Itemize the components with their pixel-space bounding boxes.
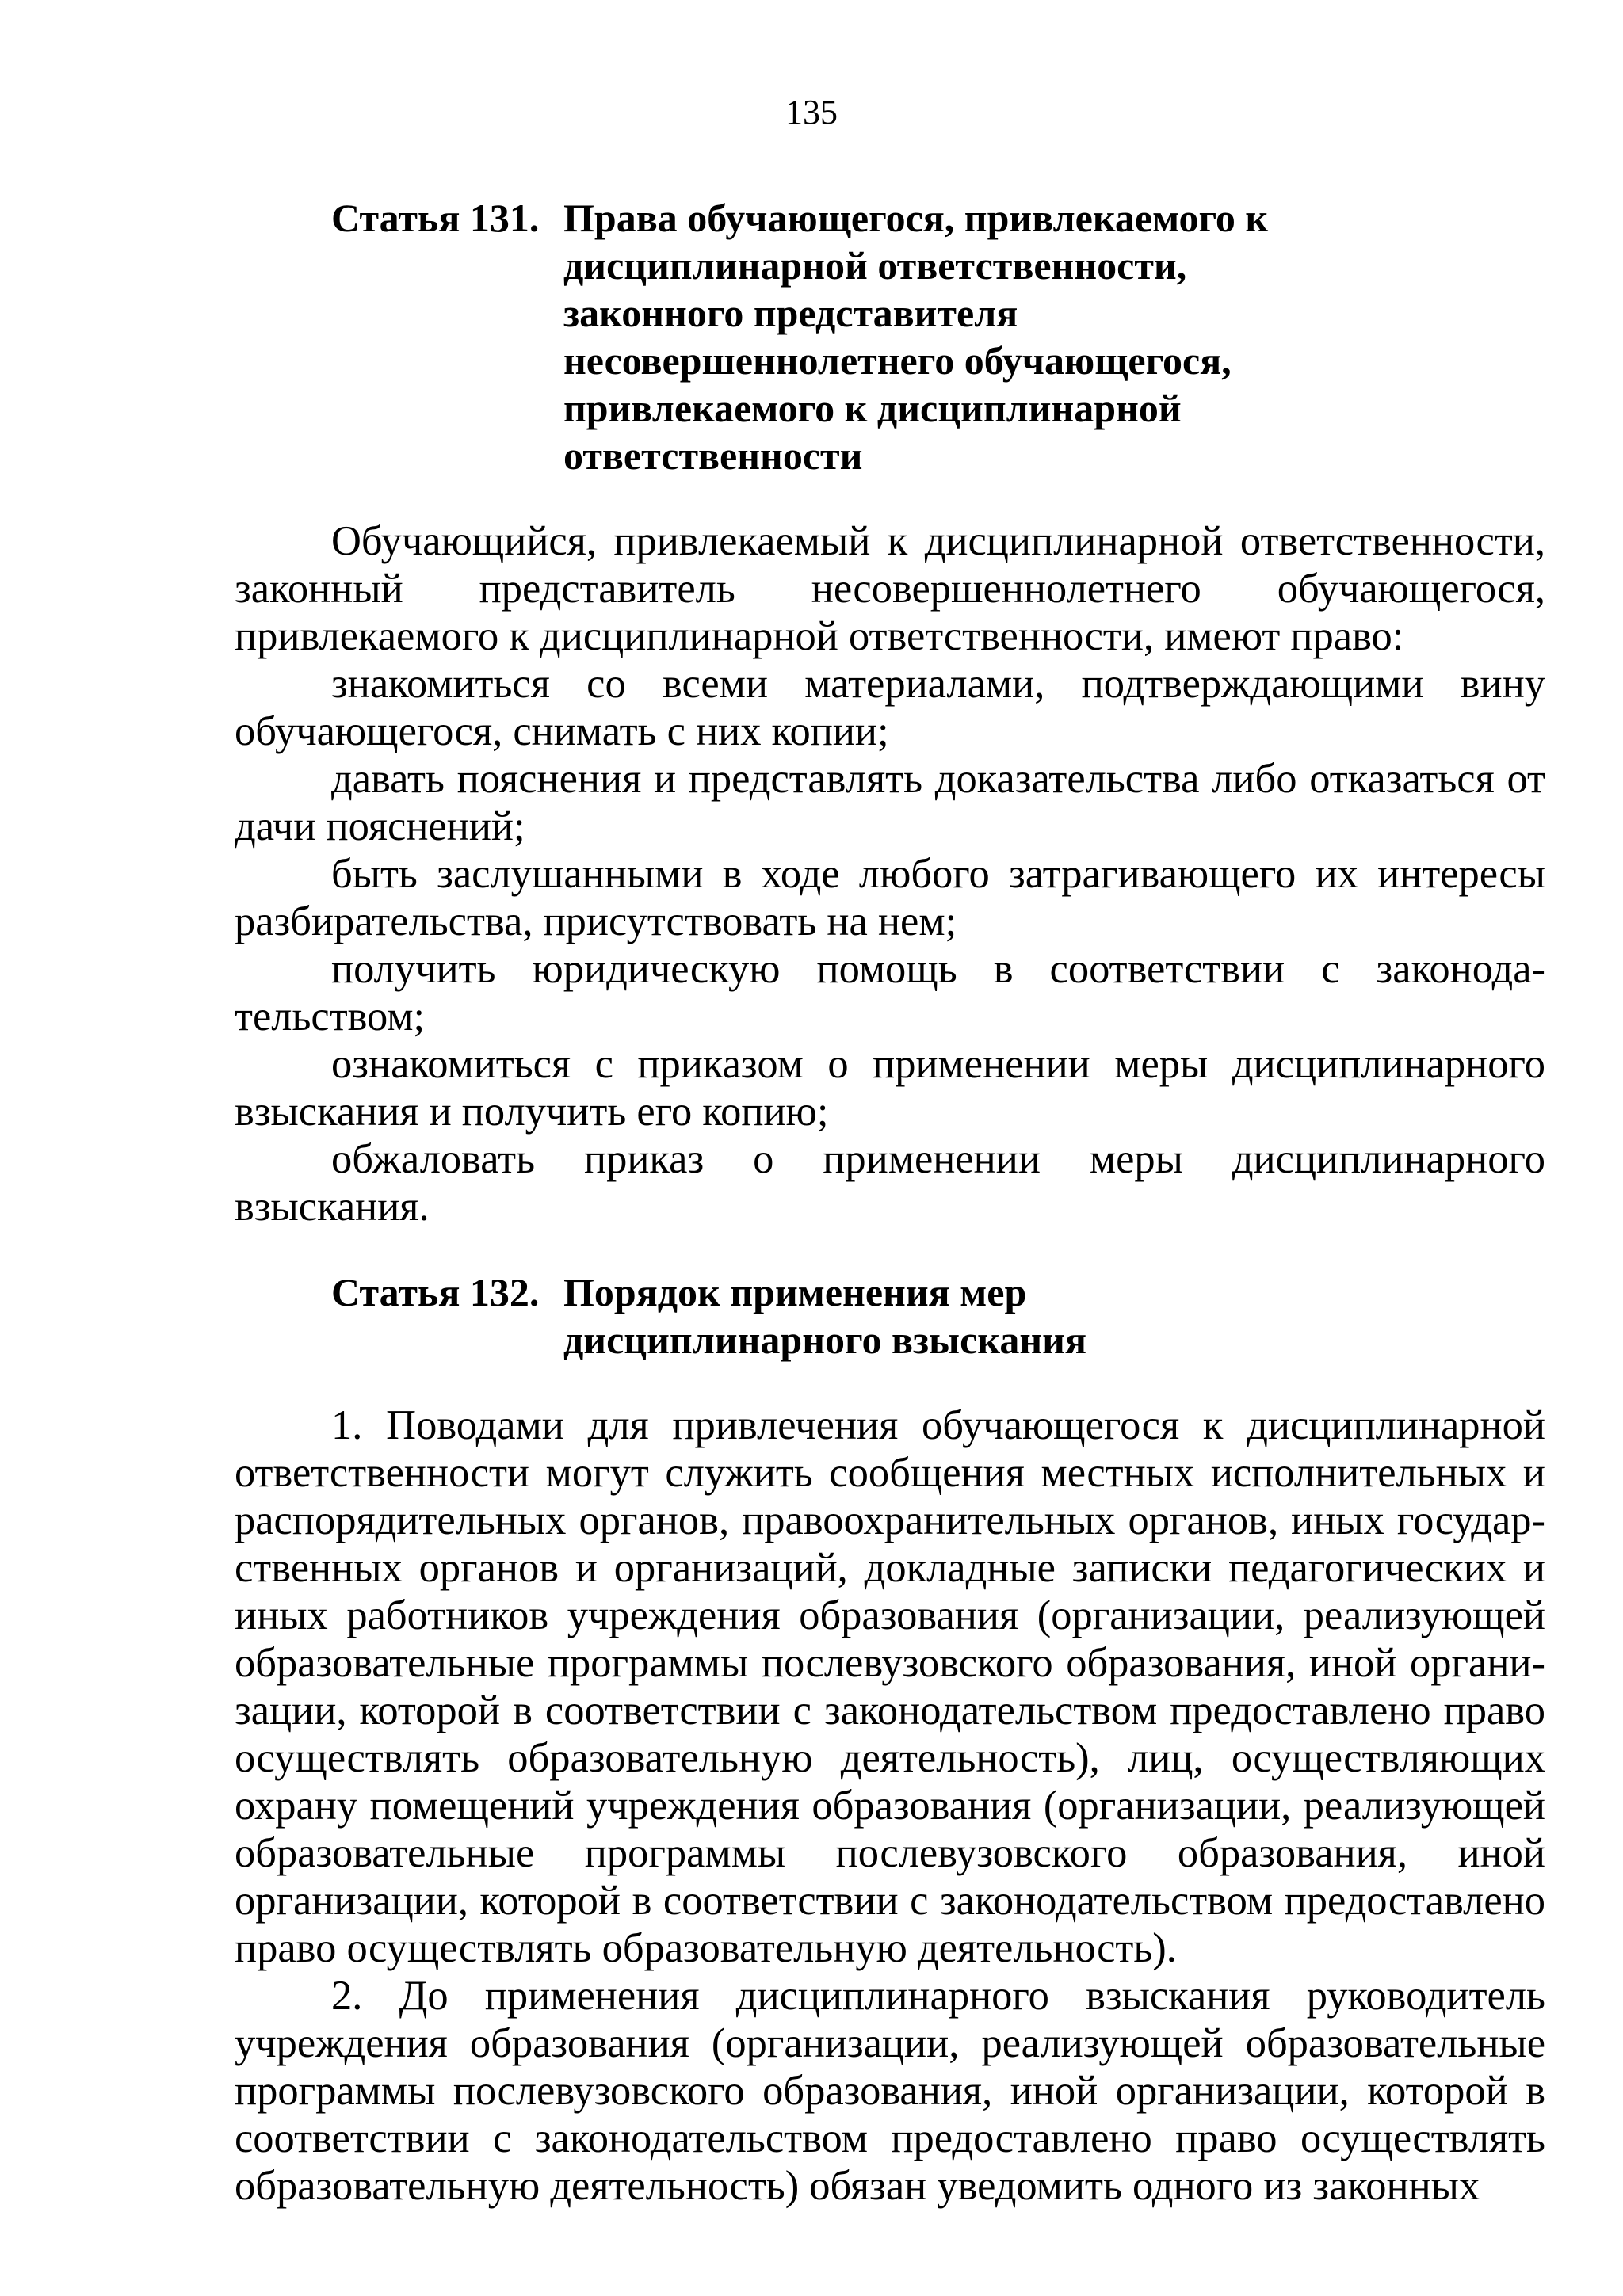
article-132-paragraph: 1. Поводами для привлечения обучающегося к дисциплинарной ответственности могут служить сообщения местных исполнительных и распорядительных органов, правоохранительных органов, иных государственных органов и организаций, докладные записки педагогических и иных работников учреждения образования (организации, реализующей образовательные программы послевузовского образования, иной организации, которой в соответствии с законодательством предоставлено право осуществлять образовательную деятельность), лиц, осуществляющих охрану помещений учреждения образования (организации, реализующей образовательные программы послевузовского образования, иной организации, которой в соответствии с законодательством предоставлено право осуществлять образовательную деятельность). (235, 1402, 1545, 1971)
article-131-heading (331, 194, 1545, 479)
article-132-heading (331, 1268, 1545, 1363)
article-131-paragraph: быть заслушанными в ходе любого затрагивающего их интересы разбирательства, присутствовать на нем; (235, 851, 1545, 944)
article-131-paragraph: давать пояснения и представлять доказательства либо отказаться от дачи пояснений; (235, 756, 1545, 849)
article-131-title: Права обучающегося, привлекаемого к дисциплинарной ответственности, законного представителя несовершеннолетнего обучающегося, привлекаемого к дисциплинарной ответственности (563, 196, 1269, 478)
page-number: 135 (785, 93, 838, 132)
article-132-paragraph: 2. До применения дисциплинарного взыскания руководитель учреждения образования (организации, реализующей образовательные программы послевузовского образования, иной организации, которой в соответствии с законодательством предоставлено право осуществлять образовательную деятельность) обязан уведомить одного из законных (235, 1973, 1545, 2209)
page-content (235, 194, 1545, 2210)
article-131-paragraph: ознакомиться с приказом о применении меры дисциплинарного взыскания и получить его копию; (235, 1041, 1545, 1135)
article-131-paragraph: обжаловать приказ о применении меры дисциплинарного взыскания. (235, 1136, 1545, 1230)
article-132-label: Статья 132. (331, 1270, 540, 1314)
article-131-paragraph: получить юридическую помощь в соответствии с законодательством; (235, 946, 1545, 1039)
article-131-label: Статья 131. (331, 196, 540, 240)
article-132-title: Порядок применения мер дисциплинарного взыскания (563, 1270, 1087, 1362)
article-131-paragraph: Обучающийся, привлекаемый к дисциплинарной ответственности, законный представитель несовершеннолетнего обучающегося, привлекаемого к дисциплинарной ответственности, имеют право: (235, 518, 1545, 659)
article-131-paragraph: знакомиться со всеми материалами, подтверждающими вину обучающегося, снимать с них копии; (235, 661, 1545, 754)
